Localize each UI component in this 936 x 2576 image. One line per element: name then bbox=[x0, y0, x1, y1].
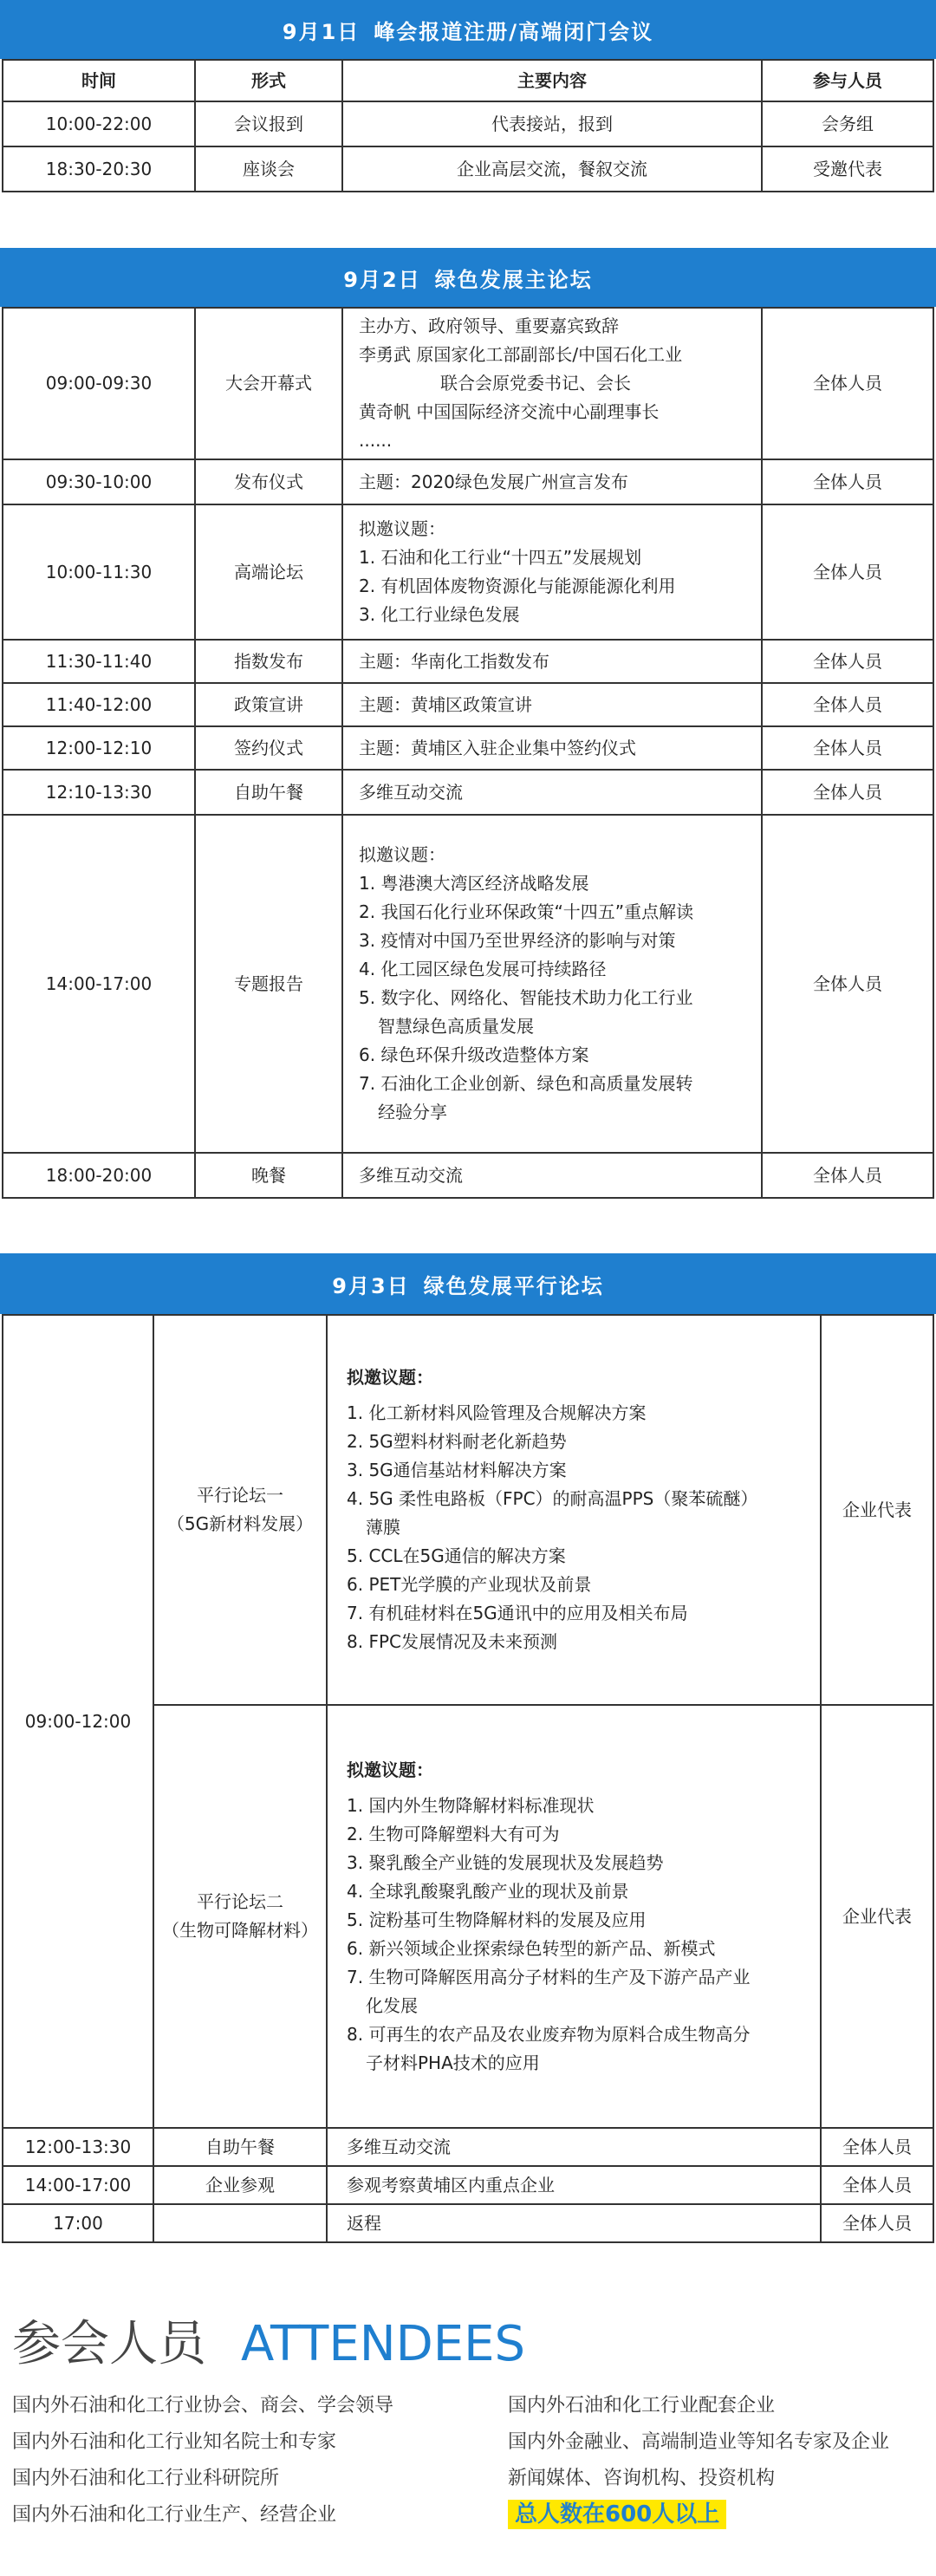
row-content bbox=[342, 459, 762, 504]
row-form: 指数发布 bbox=[195, 640, 342, 683]
attendee-item: 国内外石油和化工行业科研院所 bbox=[12, 2468, 280, 2489]
row-form: 座谈会 bbox=[195, 146, 342, 192]
table-row bbox=[3, 2128, 933, 2166]
content-line: 子材料PHA技术的应用 bbox=[366, 2052, 540, 2073]
row-people: 全体人员 bbox=[762, 504, 933, 640]
content-line: 2. 我国石化行业环保政策“十四五”重点解读 bbox=[359, 901, 694, 922]
content-line: 智慧绿色高质量发展 bbox=[378, 1016, 534, 1037]
content-line: 主办方、政府领导、重要嘉宾致辞 bbox=[359, 315, 619, 336]
row-people: 全体人员 bbox=[762, 308, 933, 459]
header-people: 参与人员 bbox=[762, 60, 933, 101]
row-people: 全体人员 bbox=[821, 2128, 933, 2166]
table-row bbox=[3, 146, 933, 192]
day1-date: 9月1日 bbox=[282, 19, 361, 44]
content-line: 经验分享 bbox=[378, 1102, 447, 1122]
content-line: 1. 石油和化工行业“十四五”发展规划 bbox=[359, 547, 642, 568]
row-content bbox=[342, 308, 762, 459]
table-row bbox=[3, 770, 933, 815]
content-line: 主题：黄埔区入驻企业集中签约仪式 bbox=[359, 737, 636, 758]
row-content bbox=[342, 504, 762, 640]
row-people: 全体人员 bbox=[821, 2204, 933, 2242]
row-time: 12:00-12:10 bbox=[3, 726, 195, 770]
content-line: 3. 聚乳酸全产业链的发展现状及发展趋势 bbox=[347, 1851, 664, 1873]
attendee-item: 国内外石油和化工行业知名院士和专家 bbox=[12, 2431, 337, 2453]
content-line: 主题：黄埔区政策宣讲 bbox=[359, 693, 532, 715]
row-people: 全体人员 bbox=[762, 459, 933, 504]
row-form: 签约仪式 bbox=[195, 726, 342, 770]
content-line: 薄膜 bbox=[366, 1517, 400, 1538]
content-line: 2. 5G塑料材料耐老化新趋势 bbox=[347, 1431, 567, 1452]
content-line: 6. 绿色环保升级改造整体方案 bbox=[359, 1044, 589, 1065]
forum1-name bbox=[153, 1315, 327, 1705]
forum2-people: 企业代表 bbox=[821, 1705, 933, 2128]
row-form: 自助午餐 bbox=[195, 770, 342, 815]
content-line: 2. 生物可降解塑料大有可为 bbox=[347, 1823, 560, 1844]
row-content: 返程 bbox=[327, 2204, 821, 2242]
day1-table bbox=[2, 59, 934, 192]
content-line: 5. 数字化、网络化、智能技术助力化工行业 bbox=[359, 987, 693, 1008]
table-row bbox=[3, 459, 933, 504]
content-line: 拟邀议题： bbox=[359, 844, 445, 865]
content-line: 3. 5G通信基站材料解决方案 bbox=[347, 1460, 567, 1480]
row-time: 12:10-13:30 bbox=[3, 770, 195, 815]
content-line: 6. 新兴领域企业探索绿色转型的新产品、新模式 bbox=[347, 1937, 716, 1959]
row-time: 10:00-22:00 bbox=[3, 101, 195, 146]
row-time: 11:40-12:00 bbox=[3, 683, 195, 726]
row-people: 全体人员 bbox=[821, 2166, 933, 2204]
row-content bbox=[342, 640, 762, 683]
content-line: 3. 化工行业绿色发展 bbox=[359, 604, 520, 625]
row-time: 11:30-11:40 bbox=[3, 640, 195, 683]
row-people: 全体人员 bbox=[762, 726, 933, 770]
content-line: 6. PET光学膜的产业现状及前景 bbox=[347, 1574, 592, 1595]
row-form: 发布仪式 bbox=[195, 459, 342, 504]
content-line: 多维互动交流 bbox=[359, 1164, 463, 1186]
content-line: 化发展 bbox=[366, 1994, 418, 2016]
attendees-title-en: ATTENDEES bbox=[241, 2316, 526, 2372]
forum1-content bbox=[327, 1315, 821, 1705]
content-line: 5. 淀粉基可生物降解材料的发展及应用 bbox=[347, 1909, 647, 1930]
day3-title: 绿色发展平行论坛 bbox=[423, 1273, 604, 1298]
content-line: 3. 疫情对中国乃至世界经济的影响与对策 bbox=[359, 930, 676, 951]
row-people: 全体人员 bbox=[762, 640, 933, 683]
row-time: 09:00-09:30 bbox=[3, 308, 195, 459]
forum2-name-line: 平行论坛二 bbox=[197, 1891, 283, 1912]
content-line: 2. 有机固体废物资源化与能源能源化利用 bbox=[359, 576, 676, 596]
row-content bbox=[342, 815, 762, 1153]
attendee-item: 国内外金融业、高端制造业等知名专家及企业 bbox=[508, 2431, 890, 2453]
content-line: 李勇武 原国家化工部副部长/中国石化工业 bbox=[359, 344, 683, 365]
day2-banner bbox=[0, 248, 936, 307]
table-row bbox=[3, 101, 933, 146]
row-people: 全体人员 bbox=[762, 770, 933, 815]
attendee-item: 国内外石油和化工行业配套企业 bbox=[508, 2395, 776, 2417]
content-line: 8. 可再生的农产品及农业废弃物为原料合成生物高分 bbox=[347, 2023, 751, 2045]
content-line: 多维互动交流 bbox=[359, 781, 463, 803]
forum2-name-line: （生物可降解材料） bbox=[162, 1920, 318, 1941]
table-row bbox=[3, 2166, 933, 2204]
row-content: 企业高层交流，餐叙交流 bbox=[342, 146, 762, 192]
attendee-item: 国内外石油和化工行业协会、商会、学会领导 bbox=[12, 2395, 394, 2417]
content-line: 4. 全球乳酸聚乳酸产业的现状及前景 bbox=[347, 1880, 629, 1902]
row-form: 大会开幕式 bbox=[195, 308, 342, 459]
row-people: 会务组 bbox=[762, 101, 933, 146]
attendees-title bbox=[12, 2306, 525, 2375]
table-row bbox=[3, 640, 933, 683]
content-line: 4. 化工园区绿色发展可持续路径 bbox=[359, 959, 607, 979]
row-people: 受邀代表 bbox=[762, 146, 933, 192]
content-line: 1. 粤港澳大湾区经济战略发展 bbox=[359, 873, 589, 894]
content-line: 拟邀议题： bbox=[347, 1367, 433, 1388]
forum1-name-line: 平行论坛一 bbox=[197, 1485, 283, 1506]
row-form: 晚餐 bbox=[195, 1153, 342, 1198]
day1-banner bbox=[0, 0, 936, 59]
header-content: 主要内容 bbox=[342, 60, 762, 101]
forum1-row bbox=[3, 1315, 933, 1705]
table-row bbox=[3, 815, 933, 1153]
row-time: 18:00-20:00 bbox=[3, 1153, 195, 1198]
row-time: 14:00-17:00 bbox=[3, 815, 195, 1153]
row-content: 多维互动交流 bbox=[327, 2128, 821, 2166]
row-content bbox=[342, 683, 762, 726]
attendee-item: 国内外石油和化工行业生产、经营企业 bbox=[12, 2504, 337, 2526]
forum2-content bbox=[327, 1705, 821, 2128]
content-line: 7. 生物可降解医用高分子材料的生产及下游产品产业 bbox=[347, 1966, 751, 1987]
header-time: 时间 bbox=[3, 60, 195, 101]
table-row bbox=[3, 1153, 933, 1198]
row-people: 全体人员 bbox=[762, 815, 933, 1153]
table-row bbox=[3, 2204, 933, 2242]
row-content bbox=[342, 770, 762, 815]
day3-date: 9月3日 bbox=[332, 1273, 410, 1298]
attendee-item: 新闻媒体、咨询机构、投资机构 bbox=[508, 2468, 776, 2489]
day2-title: 绿色发展主论坛 bbox=[434, 267, 593, 292]
content-line: 主题：2020绿色发展广州宣言发布 bbox=[359, 471, 628, 492]
table-row bbox=[3, 308, 933, 459]
row-form: 会议报到 bbox=[195, 101, 342, 146]
content-line: 黄奇帆 中国国际经济交流中心副理事长 bbox=[359, 401, 660, 422]
table-row bbox=[3, 683, 933, 726]
table-row bbox=[3, 726, 933, 770]
row-form: 专题报告 bbox=[195, 815, 342, 1153]
content-line: 5. CCL在5G通信的解决方案 bbox=[347, 1545, 566, 1566]
morning-time: 09:00-12:00 bbox=[3, 1315, 153, 2128]
attendee-total bbox=[508, 2496, 726, 2528]
content-line: 联合会原党委书记、会长 bbox=[440, 373, 631, 394]
row-content: 代表接站，报到 bbox=[342, 101, 762, 146]
row-time: 17:00 bbox=[3, 2204, 153, 2242]
forum2-name bbox=[153, 1705, 327, 2128]
row-form: 高端论坛 bbox=[195, 504, 342, 640]
row-time: 10:00-11:30 bbox=[3, 504, 195, 640]
row-content: 参观考察黄埔区内重点企业 bbox=[327, 2166, 821, 2204]
content-line: 8. FPC发展情况及未来预测 bbox=[347, 1631, 557, 1652]
forum1-name-line: （5G新材料发展） bbox=[166, 1513, 314, 1534]
row-people: 全体人员 bbox=[762, 683, 933, 726]
row-content bbox=[342, 1153, 762, 1198]
row-form: 政策宣讲 bbox=[195, 683, 342, 726]
content-line: 1. 化工新材料风险管理及合规解决方案 bbox=[347, 1402, 647, 1423]
content-line: 1. 国内外生物降解材料标准现状 bbox=[347, 1794, 595, 1816]
table-row bbox=[3, 504, 933, 640]
row-time: 12:00-13:30 bbox=[3, 2128, 153, 2166]
row-time: 09:30-10:00 bbox=[3, 459, 195, 504]
content-line: 主题：华南化工指数发布 bbox=[359, 650, 549, 672]
content-line: ...... bbox=[359, 430, 393, 451]
day1-title: 峰会报道注册/高端闭门会议 bbox=[374, 19, 654, 44]
row-form: 自助午餐 bbox=[153, 2128, 327, 2166]
content-line: 7. 石油化工企业创新、绿色和高质量发展转 bbox=[359, 1073, 693, 1094]
row-content bbox=[342, 726, 762, 770]
row-form: 企业参观 bbox=[153, 2166, 327, 2204]
row-time: 18:30-20:30 bbox=[3, 146, 195, 192]
attendee-total-highlight: 总人数在600人以上 bbox=[508, 2500, 726, 2529]
content-line: 7. 有机硅材料在5G通讯中的应用及相关布局 bbox=[347, 1603, 688, 1623]
row-form bbox=[153, 2204, 327, 2242]
day3-banner bbox=[0, 1253, 936, 1314]
row-time: 14:00-17:00 bbox=[3, 2166, 153, 2204]
content-line: 拟邀议题： bbox=[347, 1759, 433, 1780]
day2-table bbox=[2, 307, 934, 1199]
row-people: 全体人员 bbox=[762, 1153, 933, 1198]
content-line: 拟邀议题： bbox=[359, 518, 445, 539]
attendees-title-cn: 参会人员 bbox=[12, 2316, 206, 2372]
day3-table bbox=[2, 1314, 934, 2243]
day2-date: 9月2日 bbox=[343, 267, 421, 292]
header-form: 形式 bbox=[195, 60, 342, 101]
content-line: 4. 5G 柔性电路板（FPC）的耐高温PPS（聚苯硫醚） bbox=[347, 1488, 758, 1509]
forum1-people: 企业代表 bbox=[821, 1315, 933, 1705]
